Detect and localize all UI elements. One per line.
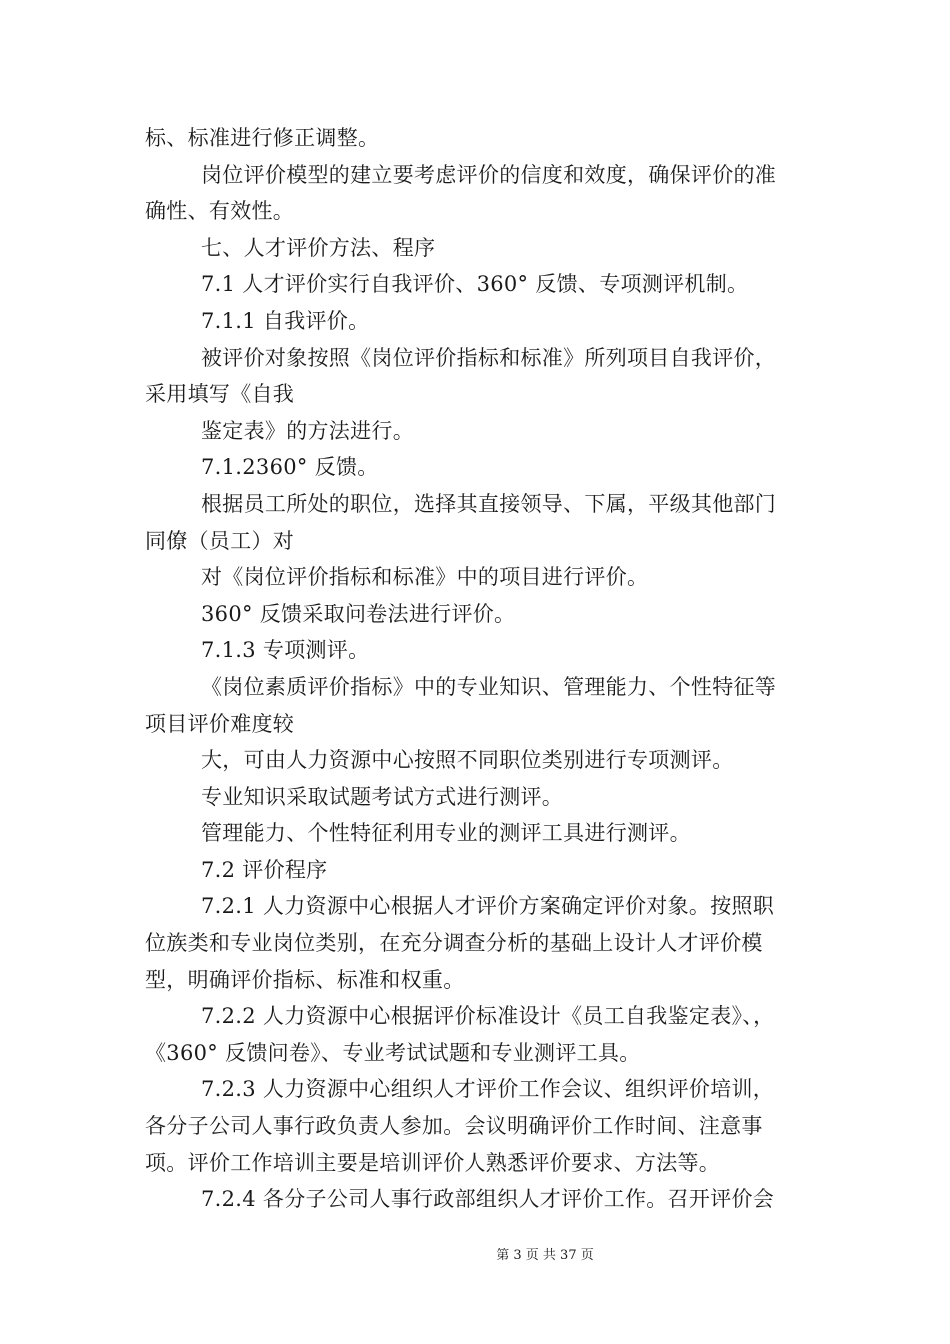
text-line: 7.2.2 人力资源中心根据评价标准设计《员工自我鉴定表》、， [201,1004,775,1029]
text-line: 同僚（员工）对 [145,528,295,553]
text-line: 项。评价工作培训主要是培训评价人熟悉评价要求、方法等。 [145,1150,721,1175]
text-line: 7.1.1 自我评价。 [201,308,370,333]
text-line: 7.1 人才评价实行自我评价、360° 反馈、专项测评机制。 [201,272,749,297]
text-line: 确性、有效性。 [145,199,295,224]
text-line: 7.2 评价程序 [201,857,328,882]
text-line: 各分子公司人事行政负责人参加。会议明确评价工作时间、注意事 [145,1114,763,1139]
text-line: 360° 反馈采取问卷法进行评价。 [201,601,516,626]
text-line: 型，明确评价指标、标准和权重。 [145,967,465,992]
text-line: 鉴定表》的方法进行。 [201,418,414,443]
text-line: 7.1.2360° 反馈。 [201,455,379,480]
text-line: 《360° 反馈问卷》、专业考试试题和专业测评工具。 [145,1040,641,1065]
text-line: 被评价对象按照《岗位评价指标和标准》所列项目自我评价， [201,345,777,370]
text-line: 7.2.1 人力资源中心根据人才评价方案确定评价对象。按照职 [201,894,775,919]
document-body [145,120,810,1218]
text-line: 《岗位素质评价指标》中的专业知识、管理能力、个性特征等 [201,674,777,699]
text-line: 岗位评价模型的建立要考虑评价的信度和效度，确保评价的准 [201,162,777,187]
text-line: 大，可由人力资源中心按照不同职位类别进行专项测评。 [201,748,734,773]
text-line: 根据员工所处的职位，选择其直接领导、下属，平级其他部门 [201,491,777,516]
text-line: 7.1.3 专项测评。 [201,638,370,663]
text-line: 7.2.4 各分子公司人事行政部组织人才评价工作。召开评价会 [201,1187,775,1212]
text-line: 采用填写《自我 [145,382,295,407]
text-line: 专业知识采取试题考试方式进行测评。 [201,784,564,809]
text-line: 对《岗位评价指标和标准》中的项目进行评价。 [201,565,649,590]
text-line: 7.2.3 人力资源中心组织人才评价工作会议、组织评价培训， [201,1077,775,1102]
text-line: 管理能力、个性特征利用专业的测评工具进行测评。 [201,821,691,846]
text-line: 位族类和专业岗位类别，在充分调查分析的基础上设计人才评价模 [145,931,763,956]
text-line: 标、标准进行修正调整。 [145,126,380,150]
text-line: 项目评价难度较 [145,711,295,736]
text-line: 七、人才评价方法、程序 [201,235,436,260]
page-number: 第 3 页 共 37 页 [496,1248,594,1263]
